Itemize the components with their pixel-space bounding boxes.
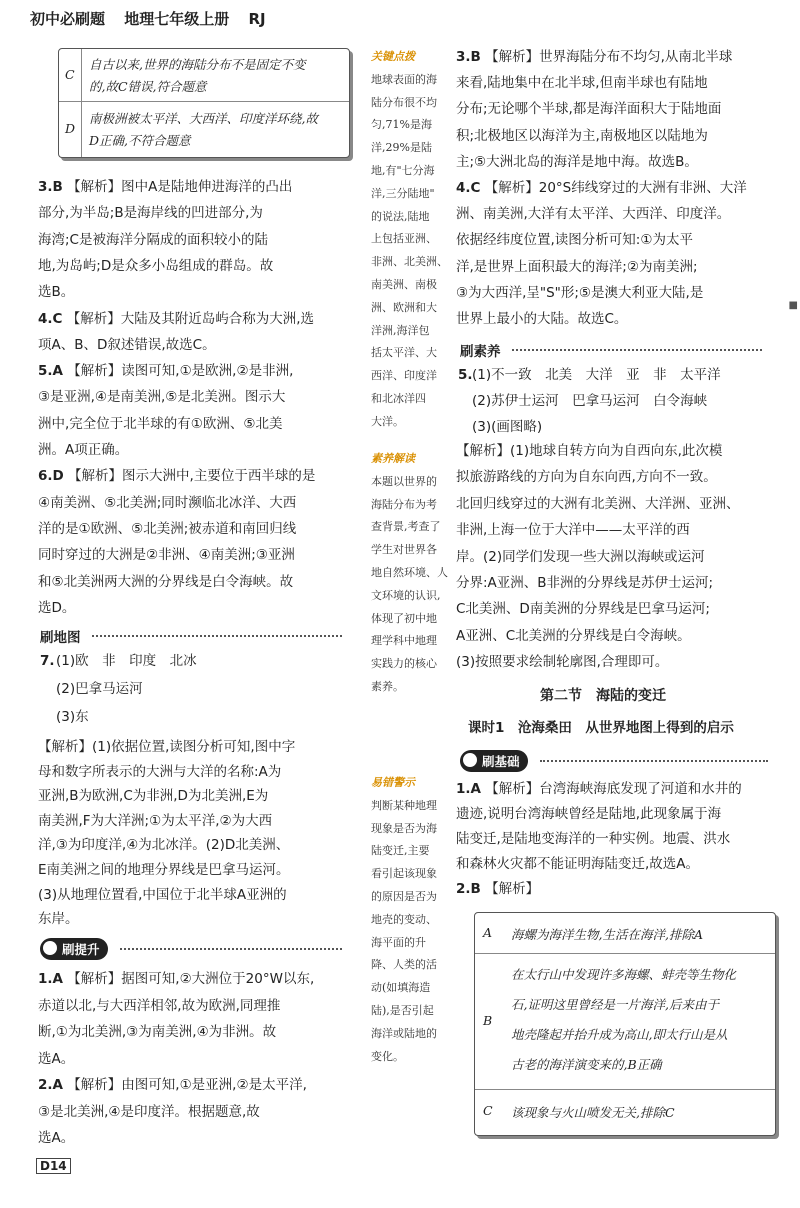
dotted-rule xyxy=(540,760,768,762)
q5-answer-3: (3)(画图略) xyxy=(472,419,543,435)
note-line: 括太平洋、大 xyxy=(371,346,437,360)
text-line: 南美洲,F为大洋洲;①为太平洋,②为大西 xyxy=(38,812,273,829)
line-text: 洲、南美洲,大洋有太平洋、大西洋、印度洋。 xyxy=(456,206,731,223)
line-text: 选A。 xyxy=(38,1130,75,1146)
row-label: C xyxy=(65,67,75,82)
text-line xyxy=(38,520,296,538)
text-line: 非洲,上海一位于大洋中——太平洋的西 xyxy=(456,522,690,539)
text-line xyxy=(456,127,708,145)
text-line: E南美洲之间的地理分界线是巴拿马运河。 xyxy=(38,862,290,878)
text-line: 北回归线穿过的大洲有北美洲、大洋洲、亚洲、 xyxy=(456,495,740,512)
row-label: D xyxy=(65,121,76,136)
q5-answer-2: (2)苏伊士运河 巴拿马运河 白令海峡 xyxy=(472,393,708,409)
note-line: 的说法,陆地 xyxy=(371,209,430,223)
text-line xyxy=(456,284,703,302)
row-text: 地壳隆起并抬升成为高山,即太行山是从 xyxy=(511,1027,728,1042)
note-line: 南美洲、南极 xyxy=(371,277,437,291)
note-line: 本题以世界的 xyxy=(371,474,437,488)
line-text: ③是北美洲,④是印度洋。根据题意,故 xyxy=(38,1103,260,1120)
note-line: 上包括亚洲、 xyxy=(371,232,437,246)
row-label: B xyxy=(483,1013,493,1028)
q7-answer-1: (1)欧 非 印度 北冰 xyxy=(56,653,197,669)
table-divider xyxy=(59,101,349,102)
text-line xyxy=(38,257,273,275)
subject-title: 地理七年级上册 xyxy=(124,10,230,28)
text-line xyxy=(38,231,268,249)
text-line: 洋,③为印度洋,④为北冰洋。(2)D北美洲、 xyxy=(38,837,290,854)
question-number: 1.A xyxy=(38,971,63,987)
note-line: 降、人类的活 xyxy=(371,958,437,972)
text-line: 拟旅游路线的方向为自东向西,方向不一致。 xyxy=(456,469,717,486)
note-line: 体现了初中地 xyxy=(371,611,437,625)
text-line xyxy=(456,830,730,848)
q5-number: 5. xyxy=(458,367,473,383)
line-text: ③为大西洋,呈"S"形;⑤是澳大利亚大陆,是 xyxy=(456,284,704,301)
row-label: C xyxy=(483,1103,493,1118)
text-line xyxy=(38,1076,307,1094)
note-line: 洋洲,海洋包 xyxy=(371,323,430,337)
book-title: 初中必刷题 xyxy=(30,10,106,28)
text-line xyxy=(38,494,296,512)
line-text: 【解析】 xyxy=(480,881,540,897)
text-line: 【解析】(1)地球自转方向为自西向东,此次模 xyxy=(456,443,723,459)
text-line xyxy=(456,258,698,276)
answer-table-box-1 xyxy=(58,48,350,158)
row-text: D正确,不符合题意 xyxy=(89,133,191,148)
text-line xyxy=(456,48,732,66)
row-text: 古老的海洋演变来的,B正确 xyxy=(511,1057,662,1072)
line-text: 洲。A项正确。 xyxy=(38,442,129,458)
line-text: 陆变迁,是陆地变海洋的一种实例。地震、洪水 xyxy=(456,831,731,847)
text-line: A亚洲、C北美洲的分界线是白令海峡。 xyxy=(456,627,691,644)
table-divider xyxy=(475,1089,775,1090)
question-number: 4.C xyxy=(456,180,481,196)
note-line: 动(如填海造 xyxy=(371,981,431,995)
section-label-map: 刷地图 xyxy=(40,630,81,646)
text-line xyxy=(38,1050,74,1068)
text-line xyxy=(38,1129,74,1147)
line-text: 积;北极地区以海洋为主,南极地区以陆地为 xyxy=(456,127,708,144)
text-line xyxy=(38,415,283,433)
text-line xyxy=(38,204,263,222)
table-divider xyxy=(475,953,775,954)
note-line: 大洋。 xyxy=(371,414,404,428)
note-line: 地壳的变动、 xyxy=(371,912,437,926)
note-line: 看引起该现象 xyxy=(371,867,437,881)
question-number: 2.B xyxy=(456,881,481,897)
text-line xyxy=(38,599,75,617)
text-line xyxy=(38,573,293,591)
row-text: 的,故C错误,符合题意 xyxy=(89,79,207,94)
q7-answer-2: (2)巴拿马运河 xyxy=(56,681,143,697)
note-line: 素养。 xyxy=(371,679,404,693)
row-text: 自古以来,世界的海陆分布不是固定不变 xyxy=(89,57,306,72)
note-line: 学生对世界各 xyxy=(371,543,437,557)
line-text: 同时穿过的大洲是②非洲、④南美洲;③亚洲 xyxy=(38,547,295,564)
text-line xyxy=(38,970,314,988)
line-text: 海湾;C是被海洋分隔成的面积较小的陆 xyxy=(38,231,268,248)
note-line: 洋,三分陆地" xyxy=(371,186,435,200)
text-line xyxy=(38,388,285,406)
note-line: 的原因是否为 xyxy=(371,889,437,903)
text-line: 【解析】(1)依据位置,读图分析可知,图中字 xyxy=(38,739,296,755)
badge-tisheng: 刷提升 xyxy=(40,938,108,960)
row-text: 南极洲被太平洋、大西洋、印度洋环绕,故 xyxy=(89,111,318,126)
question-number: 3.B xyxy=(38,179,63,195)
page-header xyxy=(30,8,280,29)
q5-answer-1: (1)不一致 北美 大洋 亚 非 太平洋 xyxy=(472,367,721,383)
line-text: 世界上最小的大陆。故选C。 xyxy=(456,311,628,327)
text-line: C北美洲、D南美洲的分界线是巴拿马运河; xyxy=(456,601,710,618)
note-line: 现象是否为海 xyxy=(371,821,437,835)
line-text: 依据经纬度位置,读图分析可知:①为太平 xyxy=(456,232,693,249)
line-text: 和⑤北美洲两大洲的分界线是白令海峡。故 xyxy=(38,573,294,590)
line-text: 遗迹,说明台湾海峡曾经是陆地,此现象属于海 xyxy=(456,806,722,822)
line-text: 【解析】台湾海峡海底发现了河道和水井的 xyxy=(480,781,742,797)
line-text: 选D。 xyxy=(38,599,76,616)
line-text: 【解析】大陆及其附近岛屿合称为大洲,选 xyxy=(62,310,315,327)
note-line: 海平面的升 xyxy=(371,935,426,949)
text-line xyxy=(38,997,280,1015)
line-text: 洋,是世界上面积最大的海洋;②为南美洲; xyxy=(456,258,698,275)
row-label: A xyxy=(483,925,493,940)
note-line: 和北冰洋四 xyxy=(371,391,426,405)
line-text: 选B。 xyxy=(38,284,75,301)
question-number: 4.C xyxy=(38,310,63,327)
text-line xyxy=(38,546,295,564)
line-text: 项A、B、D叙述错误,故选C。 xyxy=(38,336,216,353)
line-text: 【解析】世界海陆分布不均匀,从南北半球 xyxy=(480,49,733,65)
text-line xyxy=(38,283,74,301)
dotted-rule xyxy=(512,349,762,351)
text-line: 亚洲,B为欧洲,C为非洲,D为北美洲,E为 xyxy=(38,788,269,805)
line-text: 和森林火灾都不能证明海陆变迁,故选A。 xyxy=(456,856,700,872)
note-line: 匀,71%是海 xyxy=(371,118,432,132)
line-text: 【解析】图中A是陆地伸进海洋的凸出 xyxy=(62,179,293,195)
line-text: 部分,为半岛;B是海岸线的凹进部分,为 xyxy=(38,205,263,222)
text-line xyxy=(38,467,315,485)
question-number: 3.B xyxy=(456,49,481,65)
section-label-suyang: 刷素养 xyxy=(460,344,501,360)
text-line: 母和数字所表示的大洲与大洋的名称:A为 xyxy=(38,763,282,780)
text-line xyxy=(456,880,539,898)
text-line: 分界:A亚洲、B非洲的分界线是苏伊士运河; xyxy=(456,575,714,591)
line-text: 【解析】由图可知,①是亚洲,②是太平洋, xyxy=(62,1077,307,1093)
dotted-rule xyxy=(120,948,342,950)
note-line: 陆分布很不均 xyxy=(371,95,437,109)
note-line: 理学科中地理 xyxy=(371,634,437,648)
line-text: 主;⑤大洲北岛的海洋是地中海。故选B。 xyxy=(456,153,698,170)
note-line: 查背景,考查了 xyxy=(371,520,441,534)
text-line: 岸。(2)同学们发现一些大洲以海峡或运河 xyxy=(456,548,705,565)
note-line: 地自然环境、人 xyxy=(371,565,448,579)
note-line: 变化。 xyxy=(371,1049,404,1063)
text-line xyxy=(38,336,216,354)
text-line: (3)从地理位置看,中国位于北半球A亚洲的 xyxy=(38,886,287,903)
note-line: 洋,29%是陆 xyxy=(371,141,432,155)
dotted-rule xyxy=(92,635,342,637)
text-line xyxy=(38,1103,260,1121)
note-literacy xyxy=(371,448,457,699)
text-line: 东岸。 xyxy=(38,911,79,928)
text-line xyxy=(38,178,292,196)
line-text: 断,①为北美洲,③为南美洲,④为非洲。故 xyxy=(38,1024,277,1040)
line-text: 赤道以北,与大西洋相邻,故为欧洲,同理推 xyxy=(38,997,281,1014)
line-text: 洋的是①欧洲、⑤北美洲;被赤道和南回归线 xyxy=(38,520,297,537)
text-line xyxy=(456,205,730,223)
row-text: 在太行山中发现许多海螺、蚌壳等生物化 xyxy=(511,967,737,982)
q7-answer-3: (3)东 xyxy=(56,709,89,725)
row-text: 该现象与火山喷发无关,排除C xyxy=(511,1105,675,1120)
note-line: 判断某种地理 xyxy=(371,798,437,812)
row-text: 石,证明这里曾经是一片海洋,后来由于 xyxy=(511,997,719,1012)
line-text: 分布;无论哪个半球,都是海洋面积大于陆地面 xyxy=(456,101,722,118)
text-line xyxy=(456,179,747,197)
text-line xyxy=(38,441,128,459)
text-line xyxy=(38,1023,276,1041)
badge-jichu: 刷基础 xyxy=(460,750,528,772)
section-title: 第二节 海陆的变迁 xyxy=(540,688,666,704)
text-line xyxy=(38,310,314,328)
question-number: 2.A xyxy=(38,1077,63,1093)
question-number: 5.A xyxy=(38,363,63,380)
page-number: D14 xyxy=(36,1158,71,1174)
edge-mark: ■ xyxy=(788,300,798,311)
line-text: 洲中,完全位于北半球的有①欧洲、⑤北美 xyxy=(38,415,283,432)
line-text: ③是亚洲,④是南美洲,⑤是北美洲。图示大 xyxy=(38,389,286,406)
note-line: 西洋、印度洋 xyxy=(371,369,437,383)
note-line: 文环境的认识, xyxy=(371,588,441,602)
note-line: 非洲、北美洲、 xyxy=(371,255,448,269)
note-title: 关键点拨 xyxy=(371,50,415,63)
text-line xyxy=(456,74,708,92)
note-line: 海洋或陆地的 xyxy=(371,1026,437,1040)
note-title: 素养解读 xyxy=(371,452,415,465)
note-line: 实践力的核心 xyxy=(371,657,437,671)
answer-table-box-2 xyxy=(474,912,776,1136)
note-line: 地,有"七分海 xyxy=(371,163,435,177)
text-line xyxy=(456,855,699,873)
text-line: (3)按照要求绘制轮廓图,合理即可。 xyxy=(456,654,669,671)
line-text: 选A。 xyxy=(38,1050,75,1067)
note-line: 陆),是否引起 xyxy=(371,1003,434,1017)
text-line xyxy=(456,100,721,118)
row-text: 海螺为海洋生物,生活在海洋,排除A xyxy=(511,927,703,942)
text-line xyxy=(456,805,721,823)
note-line: 洲、欧洲和大 xyxy=(371,300,437,314)
text-line xyxy=(456,153,698,171)
line-text: ④南美洲、⑤北美洲;同时濒临北冰洋、大西 xyxy=(38,494,297,511)
note-title: 易错警示 xyxy=(371,776,415,789)
text-line xyxy=(456,231,693,249)
q7-number: 7. xyxy=(40,653,55,669)
line-text: 地,为岛屿;D是众多小岛组成的群岛。故 xyxy=(38,257,274,274)
line-text: 【解析】图示大洲中,主要位于西半球的是 xyxy=(63,468,316,485)
note-key-point xyxy=(371,46,457,434)
text-line xyxy=(456,310,627,328)
note-line: 海陆分布为考 xyxy=(371,497,437,511)
question-number: 6.D xyxy=(38,468,64,485)
line-text: 来看,陆地集中在北半球,但南半球也有陆地 xyxy=(456,75,708,92)
table-col-divider xyxy=(81,49,82,157)
line-text: 【解析】据图可知,②大洲位于20°W以东, xyxy=(62,971,315,987)
edition-label: RJ xyxy=(248,10,266,28)
note-line: 地球表面的海 xyxy=(371,72,437,86)
text-line xyxy=(38,362,293,380)
note-line: 陆变迁,主要 xyxy=(371,844,430,858)
question-number: 1.A xyxy=(456,781,481,797)
lesson-title: 课时1 沧海桑田 从世界地图上得到的启示 xyxy=(468,720,734,736)
note-warning xyxy=(371,772,457,1068)
line-text: 【解析】20°S纬线穿过的大洲有非洲、大洋 xyxy=(480,180,747,196)
line-text: 【解析】读图可知,①是欧洲,②是非洲, xyxy=(62,363,294,380)
text-line xyxy=(456,780,742,798)
